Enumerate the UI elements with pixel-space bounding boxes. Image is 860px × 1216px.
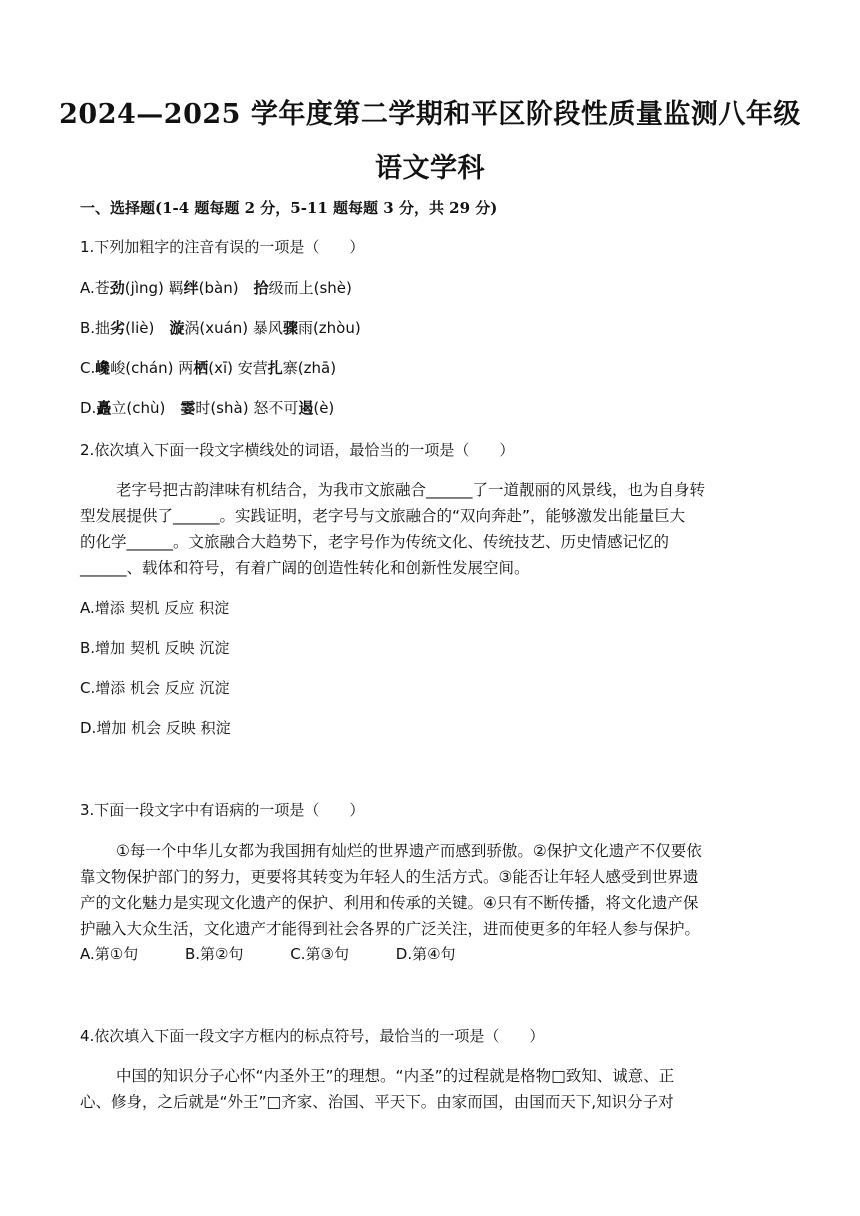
question-2-option-c: C.增添 机会 反应 沉淀: [80, 679, 230, 697]
passage-line: 老字号把古韵津味有机结合，为我市文旅融合______了一道靓丽的风景线，也为自身转: [116, 481, 706, 499]
question-3-option-a: A.第①句: [80, 945, 139, 963]
passage-line: 产的文化魅力是实现文化遗产的保护、利用和传承的关键。④只有不断传播，将文化遗产保: [80, 894, 699, 912]
question-1-stem: 1.下列加粗字的注音有误的一项是（ ）: [80, 238, 365, 256]
question-2-option-d: D.增加 机会 反映 积淀: [80, 719, 231, 737]
question-3-option-d: D.第④句: [395, 945, 456, 963]
passage-line: 心、修身，之后就是“外王”□齐家、治国、平天下。由家而国，由国而天下,知识分子对: [80, 1093, 674, 1111]
passage-line: ______、载体和符号，有着广阔的创造性转化和创新性发展空间。: [80, 559, 530, 577]
passage-line: 护融入大众生活，文化遗产才能得到社会各界的广泛关注，进而使更多的年轻人参与保护。: [80, 920, 701, 938]
question-3-passage: [80, 838, 780, 942]
question-2-passage: [80, 477, 780, 581]
question-3-option-b: B.第②句: [185, 945, 244, 963]
question-2-stem: 2.依次填入下面一段文字横线处的词语，最恰当的一项是（ ）: [80, 441, 515, 459]
passage-line: ①每一个中华儿女都为我国拥有灿烂的世界遗产而感到骄傲。②保护文化遗产不仅要依: [116, 842, 702, 860]
question-3-stem: 3.下面一段文字中有语病的一项是（ ）: [80, 801, 365, 819]
question-1-option-c: C.巉峻(chán) 两栖(xī) 安营扎寨(zhā): [80, 359, 337, 377]
section-heading: 一、选择题(1-4 题每题 2 分，5-11 题每题 3 分，共 29 分): [80, 199, 498, 217]
passage-line: 型发展提供了______。实践证明，老字号与文旅融合的“双向奔赴”，能够激发出能量巨大: [80, 507, 686, 525]
question-1-option-a: A.苍劲(jìng) 羁绊(bàn) 拾级而上(shè): [80, 279, 352, 297]
question-4-passage: [80, 1063, 780, 1115]
exam-title: 2024—2025 学年度第二学期和平区阶段性质量监测八年级: [59, 99, 801, 130]
question-2-option-b: B.增加 契机 反映 沉淀: [80, 639, 230, 657]
question-3-options: [80, 944, 498, 964]
question-1-option-b: B.拙劣(liè) 漩涡(xuán) 暴风骤雨(zhòu): [80, 319, 361, 337]
subject-title: 语文学科: [375, 153, 485, 184]
question-1-option-d: D.矗立(chù) 霎时(shà) 怒不可遏(è): [80, 399, 335, 417]
passage-line: 的化学______。文旅融合大趋势下，老字号作为传统文化、传统技艺、历史情感记忆的: [80, 533, 670, 551]
question-2-option-a: A.增添 契机 反应 积淀: [80, 599, 230, 617]
question-4-stem: 4.依次填入下面一段文字方框内的标点符号，最恰当的一项是（ ）: [80, 1027, 545, 1045]
question-3-option-c: C.第③句: [290, 945, 349, 963]
passage-line: 靠文物保护部门的努力，更要将其转变为年轻人的生活方式。③能否让年轻人感受到世界遗: [80, 868, 699, 886]
passage-line: 中国的知识分子心怀“内圣外王”的理想。“内圣”的过程就是格物□致知、诚意、正: [116, 1067, 675, 1085]
